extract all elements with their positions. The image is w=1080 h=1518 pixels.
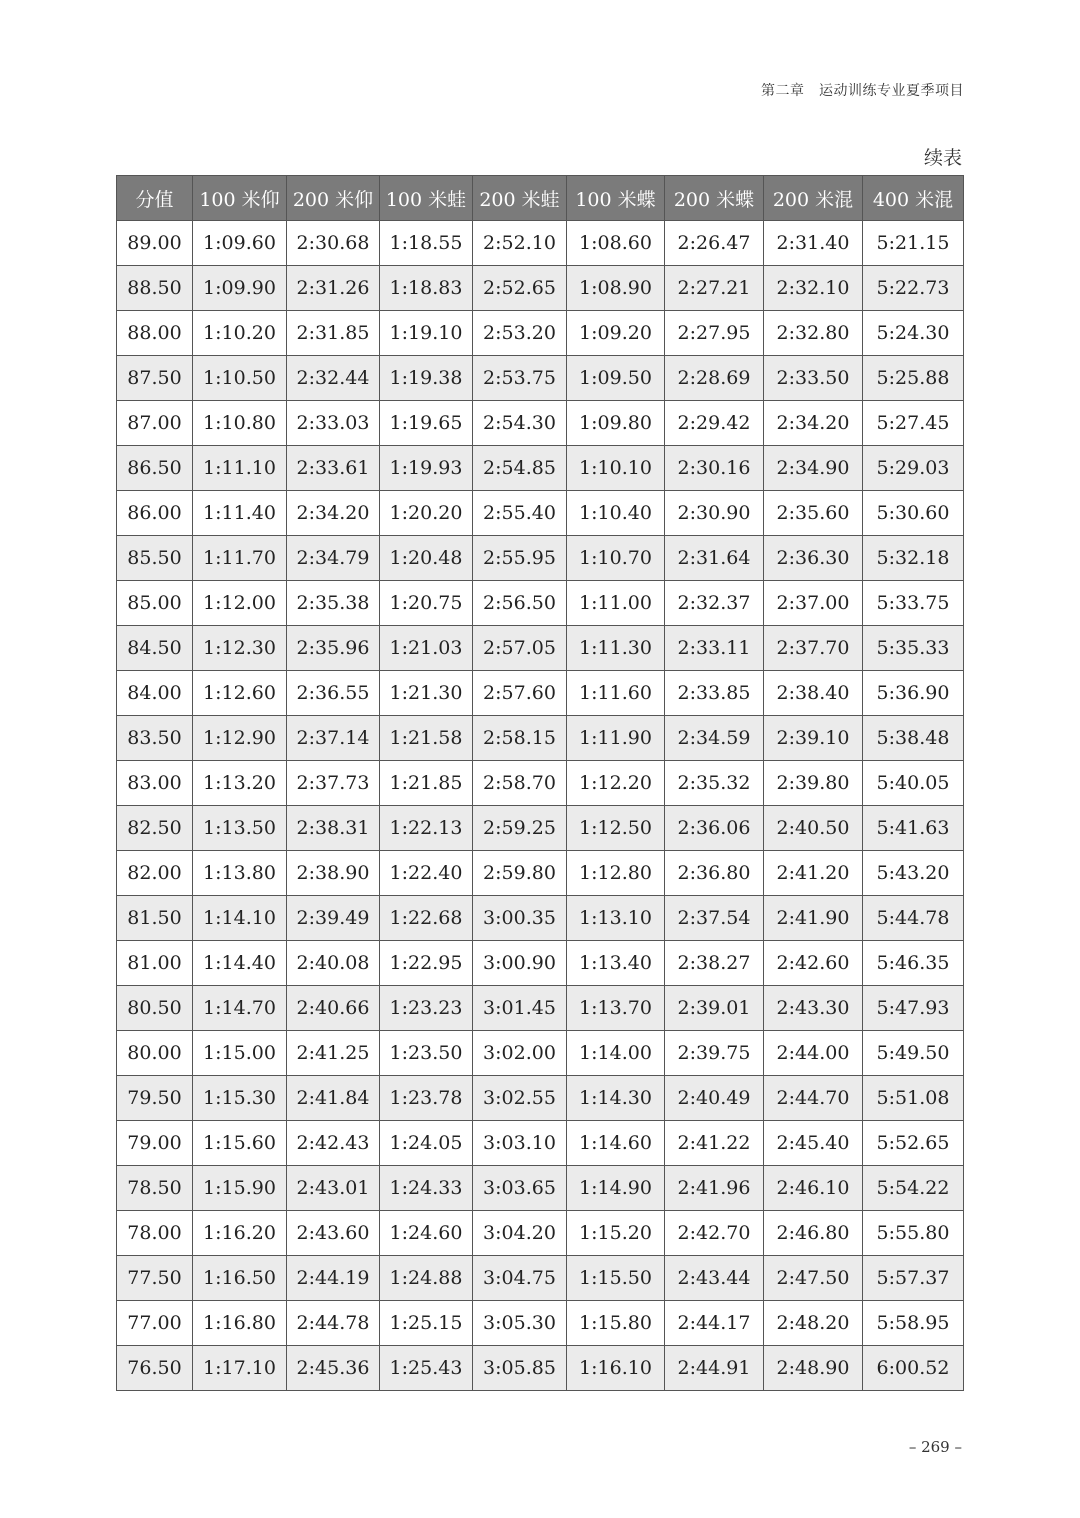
table-row [117, 1301, 964, 1346]
time-cell: 1:10.10 [567, 446, 665, 491]
time-cell: 1:10.40 [567, 491, 665, 536]
time-cell: 2:33.03 [287, 401, 380, 446]
time-cell: 2:36.30 [764, 536, 863, 581]
score-cell: 86.50 [117, 446, 193, 491]
time-cell: 1:16.50 [193, 1256, 287, 1301]
table-row [117, 761, 964, 806]
table-row [117, 626, 964, 671]
time-cell: 2:37.14 [287, 716, 380, 761]
time-cell: 2:30.90 [665, 491, 764, 536]
time-cell: 2:41.25 [287, 1031, 380, 1076]
time-cell: 1:12.00 [193, 581, 287, 626]
time-cell: 5:55.80 [863, 1211, 964, 1256]
time-cell: 2:59.80 [473, 851, 567, 896]
time-cell: 1:10.70 [567, 536, 665, 581]
time-cell: 1:09.80 [567, 401, 665, 446]
time-cell: 1:19.10 [380, 311, 473, 356]
time-cell: 1:14.60 [567, 1121, 665, 1166]
table-row [117, 671, 964, 716]
time-cell: 1:18.83 [380, 266, 473, 311]
time-cell: 2:43.44 [665, 1256, 764, 1301]
time-cell: 5:46.35 [863, 941, 964, 986]
time-cell: 2:43.01 [287, 1166, 380, 1211]
time-cell: 2:48.90 [764, 1346, 863, 1391]
time-cell: 2:46.10 [764, 1166, 863, 1211]
time-cell: 1:19.38 [380, 356, 473, 401]
time-cell: 2:38.40 [764, 671, 863, 716]
time-cell: 2:35.96 [287, 626, 380, 671]
time-cell: 2:54.30 [473, 401, 567, 446]
time-cell: 2:40.08 [287, 941, 380, 986]
time-cell: 2:54.85 [473, 446, 567, 491]
time-cell: 1:10.80 [193, 401, 287, 446]
time-cell: 2:42.70 [665, 1211, 764, 1256]
time-cell: 1:14.00 [567, 1031, 665, 1076]
time-cell: 2:37.70 [764, 626, 863, 671]
time-cell: 1:23.50 [380, 1031, 473, 1076]
time-cell: 1:11.70 [193, 536, 287, 581]
table-row [117, 446, 964, 491]
table-row [117, 1031, 964, 1076]
time-cell: 2:48.20 [764, 1301, 863, 1346]
time-cell: 1:24.33 [380, 1166, 473, 1211]
time-cell: 5:40.05 [863, 761, 964, 806]
time-cell: 1:10.20 [193, 311, 287, 356]
page-number: – 269 – [908, 1438, 962, 1456]
time-cell: 2:44.70 [764, 1076, 863, 1121]
score-cell: 77.50 [117, 1256, 193, 1301]
time-cell: 1:13.70 [567, 986, 665, 1031]
score-cell: 84.50 [117, 626, 193, 671]
time-cell: 5:57.37 [863, 1256, 964, 1301]
time-cell: 1:15.50 [567, 1256, 665, 1301]
score-cell: 86.00 [117, 491, 193, 536]
score-cell: 83.00 [117, 761, 193, 806]
time-cell: 2:40.66 [287, 986, 380, 1031]
time-cell: 2:27.95 [665, 311, 764, 356]
time-cell: 1:22.95 [380, 941, 473, 986]
time-cell: 5:54.22 [863, 1166, 964, 1211]
table-header-row [117, 176, 964, 221]
time-cell: 1:22.40 [380, 851, 473, 896]
time-cell: 1:22.13 [380, 806, 473, 851]
score-table [116, 175, 964, 1391]
score-cell: 88.00 [117, 311, 193, 356]
time-cell: 1:20.48 [380, 536, 473, 581]
column-header-event: 400 米混 [863, 176, 964, 221]
time-cell: 2:34.59 [665, 716, 764, 761]
score-cell: 80.50 [117, 986, 193, 1031]
time-cell: 2:57.05 [473, 626, 567, 671]
time-cell: 2:59.25 [473, 806, 567, 851]
time-cell: 1:14.10 [193, 896, 287, 941]
score-cell: 76.50 [117, 1346, 193, 1391]
time-cell: 2:55.40 [473, 491, 567, 536]
score-cell: 84.00 [117, 671, 193, 716]
time-cell: 1:15.80 [567, 1301, 665, 1346]
time-cell: 2:58.70 [473, 761, 567, 806]
time-cell: 2:58.15 [473, 716, 567, 761]
table-row [117, 356, 964, 401]
table-row [117, 581, 964, 626]
time-cell: 1:09.50 [567, 356, 665, 401]
time-cell: 5:25.88 [863, 356, 964, 401]
time-cell: 1:12.90 [193, 716, 287, 761]
time-cell: 2:38.31 [287, 806, 380, 851]
time-cell: 1:24.88 [380, 1256, 473, 1301]
time-cell: 2:55.95 [473, 536, 567, 581]
time-cell: 1:14.40 [193, 941, 287, 986]
time-cell: 1:13.10 [567, 896, 665, 941]
time-cell: 1:12.80 [567, 851, 665, 896]
score-cell: 81.50 [117, 896, 193, 941]
time-cell: 1:21.30 [380, 671, 473, 716]
time-cell: 2:32.80 [764, 311, 863, 356]
time-cell: 1:18.55 [380, 221, 473, 266]
time-cell: 2:31.26 [287, 266, 380, 311]
time-cell: 2:28.69 [665, 356, 764, 401]
time-cell: 2:44.91 [665, 1346, 764, 1391]
table-row [117, 1076, 964, 1121]
time-cell: 5:51.08 [863, 1076, 964, 1121]
time-cell: 5:21.15 [863, 221, 964, 266]
time-cell: 1:22.68 [380, 896, 473, 941]
time-cell: 5:36.90 [863, 671, 964, 716]
time-cell: 1:11.00 [567, 581, 665, 626]
time-cell: 2:56.50 [473, 581, 567, 626]
time-cell: 1:21.03 [380, 626, 473, 671]
time-cell: 5:38.48 [863, 716, 964, 761]
time-cell: 2:53.75 [473, 356, 567, 401]
table-row [117, 1346, 964, 1391]
time-cell: 1:24.05 [380, 1121, 473, 1166]
time-cell: 1:14.70 [193, 986, 287, 1031]
time-cell: 2:34.90 [764, 446, 863, 491]
time-cell: 2:37.73 [287, 761, 380, 806]
time-cell: 5:49.50 [863, 1031, 964, 1076]
table-row [117, 536, 964, 581]
table-body [117, 221, 964, 1391]
score-cell: 77.00 [117, 1301, 193, 1346]
column-header-event: 200 米仰 [287, 176, 380, 221]
time-cell: 1:11.40 [193, 491, 287, 536]
time-cell: 1:25.43 [380, 1346, 473, 1391]
time-cell: 2:44.00 [764, 1031, 863, 1076]
column-header-score: 分值 [117, 176, 193, 221]
time-cell: 2:57.60 [473, 671, 567, 716]
time-cell: 1:16.80 [193, 1301, 287, 1346]
time-cell: 2:44.17 [665, 1301, 764, 1346]
time-cell: 2:40.50 [764, 806, 863, 851]
table-row [117, 986, 964, 1031]
time-cell: 3:05.85 [473, 1346, 567, 1391]
time-cell: 2:39.49 [287, 896, 380, 941]
score-cell: 87.00 [117, 401, 193, 446]
running-header: 第二章 运动训练专业夏季项目 [761, 83, 964, 99]
time-cell: 5:58.95 [863, 1301, 964, 1346]
time-cell: 1:25.15 [380, 1301, 473, 1346]
time-cell: 2:41.20 [764, 851, 863, 896]
time-cell: 5:30.60 [863, 491, 964, 536]
score-cell: 82.00 [117, 851, 193, 896]
time-cell: 2:42.43 [287, 1121, 380, 1166]
time-cell: 1:17.10 [193, 1346, 287, 1391]
time-cell: 5:33.75 [863, 581, 964, 626]
score-cell: 79.50 [117, 1076, 193, 1121]
time-cell: 3:00.90 [473, 941, 567, 986]
score-cell: 78.50 [117, 1166, 193, 1211]
time-cell: 2:35.32 [665, 761, 764, 806]
time-cell: 1:12.30 [193, 626, 287, 671]
table-row [117, 716, 964, 761]
score-cell: 88.50 [117, 266, 193, 311]
time-cell: 2:32.44 [287, 356, 380, 401]
time-cell: 2:36.80 [665, 851, 764, 896]
time-cell: 2:47.50 [764, 1256, 863, 1301]
time-cell: 2:32.10 [764, 266, 863, 311]
time-cell: 1:13.50 [193, 806, 287, 851]
table-row [117, 221, 964, 266]
time-cell: 1:12.60 [193, 671, 287, 716]
time-cell: 1:08.90 [567, 266, 665, 311]
time-cell: 2:31.85 [287, 311, 380, 356]
time-cell: 1:15.20 [567, 1211, 665, 1256]
table-row [117, 266, 964, 311]
table-row [117, 1256, 964, 1301]
table-row [117, 896, 964, 941]
time-cell: 2:35.38 [287, 581, 380, 626]
time-cell: 2:44.19 [287, 1256, 380, 1301]
score-cell: 80.00 [117, 1031, 193, 1076]
column-header-event: 200 米蛙 [473, 176, 567, 221]
table-row [117, 851, 964, 896]
time-cell: 3:02.55 [473, 1076, 567, 1121]
table-row [117, 1166, 964, 1211]
time-cell: 2:38.90 [287, 851, 380, 896]
time-cell: 5:35.33 [863, 626, 964, 671]
time-cell: 5:44.78 [863, 896, 964, 941]
time-cell: 2:52.65 [473, 266, 567, 311]
score-cell: 79.00 [117, 1121, 193, 1166]
time-cell: 3:05.30 [473, 1301, 567, 1346]
time-cell: 1:16.10 [567, 1346, 665, 1391]
time-cell: 1:15.30 [193, 1076, 287, 1121]
time-cell: 2:46.80 [764, 1211, 863, 1256]
time-cell: 1:20.20 [380, 491, 473, 536]
time-cell: 2:39.80 [764, 761, 863, 806]
time-cell: 1:14.90 [567, 1166, 665, 1211]
time-cell: 2:33.50 [764, 356, 863, 401]
time-cell: 2:52.10 [473, 221, 567, 266]
time-cell: 2:45.40 [764, 1121, 863, 1166]
time-cell: 1:09.20 [567, 311, 665, 356]
score-cell: 82.50 [117, 806, 193, 851]
time-cell: 2:33.11 [665, 626, 764, 671]
time-cell: 1:19.65 [380, 401, 473, 446]
time-cell: 1:11.10 [193, 446, 287, 491]
time-cell: 1:10.50 [193, 356, 287, 401]
time-cell: 1:15.60 [193, 1121, 287, 1166]
time-cell: 2:39.75 [665, 1031, 764, 1076]
table-row [117, 491, 964, 536]
score-cell: 87.50 [117, 356, 193, 401]
table-row [117, 1121, 964, 1166]
time-cell: 5:43.20 [863, 851, 964, 896]
column-header-event: 100 米蛙 [380, 176, 473, 221]
table-row [117, 401, 964, 446]
time-cell: 5:27.45 [863, 401, 964, 446]
score-cell: 81.00 [117, 941, 193, 986]
time-cell: 1:21.58 [380, 716, 473, 761]
time-cell: 5:41.63 [863, 806, 964, 851]
time-cell: 5:29.03 [863, 446, 964, 491]
time-cell: 1:11.60 [567, 671, 665, 716]
time-cell: 1:23.78 [380, 1076, 473, 1121]
time-cell: 1:13.40 [567, 941, 665, 986]
score-cell: 89.00 [117, 221, 193, 266]
time-cell: 1:14.30 [567, 1076, 665, 1121]
time-cell: 1:09.90 [193, 266, 287, 311]
table-caption: 续表 [923, 147, 962, 169]
time-cell: 3:01.45 [473, 986, 567, 1031]
time-cell: 2:32.37 [665, 581, 764, 626]
time-cell: 2:30.68 [287, 221, 380, 266]
table-row [117, 311, 964, 356]
time-cell: 6:00.52 [863, 1346, 964, 1391]
time-cell: 2:27.21 [665, 266, 764, 311]
time-cell: 3:03.10 [473, 1121, 567, 1166]
time-cell: 1:08.60 [567, 221, 665, 266]
time-cell: 5:32.18 [863, 536, 964, 581]
time-cell: 2:34.20 [287, 491, 380, 536]
time-cell: 2:41.90 [764, 896, 863, 941]
time-cell: 5:47.93 [863, 986, 964, 1031]
time-cell: 2:31.64 [665, 536, 764, 581]
time-cell: 2:39.01 [665, 986, 764, 1031]
time-cell: 3:04.20 [473, 1211, 567, 1256]
time-cell: 2:33.85 [665, 671, 764, 716]
time-cell: 1:09.60 [193, 221, 287, 266]
table-row [117, 806, 964, 851]
column-header-event: 200 米蝶 [665, 176, 764, 221]
time-cell: 2:41.22 [665, 1121, 764, 1166]
time-cell: 2:36.06 [665, 806, 764, 851]
time-cell: 2:40.49 [665, 1076, 764, 1121]
time-cell: 1:11.30 [567, 626, 665, 671]
time-cell: 2:43.60 [287, 1211, 380, 1256]
time-cell: 1:11.90 [567, 716, 665, 761]
time-cell: 1:23.23 [380, 986, 473, 1031]
time-cell: 2:41.84 [287, 1076, 380, 1121]
time-cell: 2:37.54 [665, 896, 764, 941]
column-header-event: 200 米混 [764, 176, 863, 221]
score-cell: 78.00 [117, 1211, 193, 1256]
time-cell: 2:43.30 [764, 986, 863, 1031]
time-cell: 2:39.10 [764, 716, 863, 761]
time-cell: 2:30.16 [665, 446, 764, 491]
time-cell: 1:19.93 [380, 446, 473, 491]
time-cell: 5:22.73 [863, 266, 964, 311]
time-cell: 3:04.75 [473, 1256, 567, 1301]
time-cell: 2:42.60 [764, 941, 863, 986]
time-cell: 2:53.20 [473, 311, 567, 356]
time-cell: 2:34.20 [764, 401, 863, 446]
time-cell: 1:12.20 [567, 761, 665, 806]
time-cell: 1:12.50 [567, 806, 665, 851]
table-row [117, 1211, 964, 1256]
time-cell: 1:16.20 [193, 1211, 287, 1256]
score-cell: 85.50 [117, 536, 193, 581]
time-cell: 5:24.30 [863, 311, 964, 356]
time-cell: 1:15.90 [193, 1166, 287, 1211]
time-cell: 1:15.00 [193, 1031, 287, 1076]
time-cell: 3:02.00 [473, 1031, 567, 1076]
score-cell: 85.00 [117, 581, 193, 626]
score-cell: 83.50 [117, 716, 193, 761]
time-cell: 2:45.36 [287, 1346, 380, 1391]
time-cell: 3:03.65 [473, 1166, 567, 1211]
time-cell: 2:34.79 [287, 536, 380, 581]
table-row [117, 941, 964, 986]
time-cell: 2:26.47 [665, 221, 764, 266]
time-cell: 3:00.35 [473, 896, 567, 941]
time-cell: 2:29.42 [665, 401, 764, 446]
time-cell: 2:33.61 [287, 446, 380, 491]
time-cell: 1:20.75 [380, 581, 473, 626]
time-cell: 2:38.27 [665, 941, 764, 986]
time-cell: 1:13.20 [193, 761, 287, 806]
time-cell: 5:52.65 [863, 1121, 964, 1166]
time-cell: 2:36.55 [287, 671, 380, 716]
time-cell: 2:37.00 [764, 581, 863, 626]
column-header-event: 100 米仰 [193, 176, 287, 221]
time-cell: 2:31.40 [764, 221, 863, 266]
time-cell: 2:35.60 [764, 491, 863, 536]
time-cell: 1:13.80 [193, 851, 287, 896]
time-cell: 1:24.60 [380, 1211, 473, 1256]
time-cell: 1:21.85 [380, 761, 473, 806]
time-cell: 2:41.96 [665, 1166, 764, 1211]
column-header-event: 100 米蝶 [567, 176, 665, 221]
time-cell: 2:44.78 [287, 1301, 380, 1346]
